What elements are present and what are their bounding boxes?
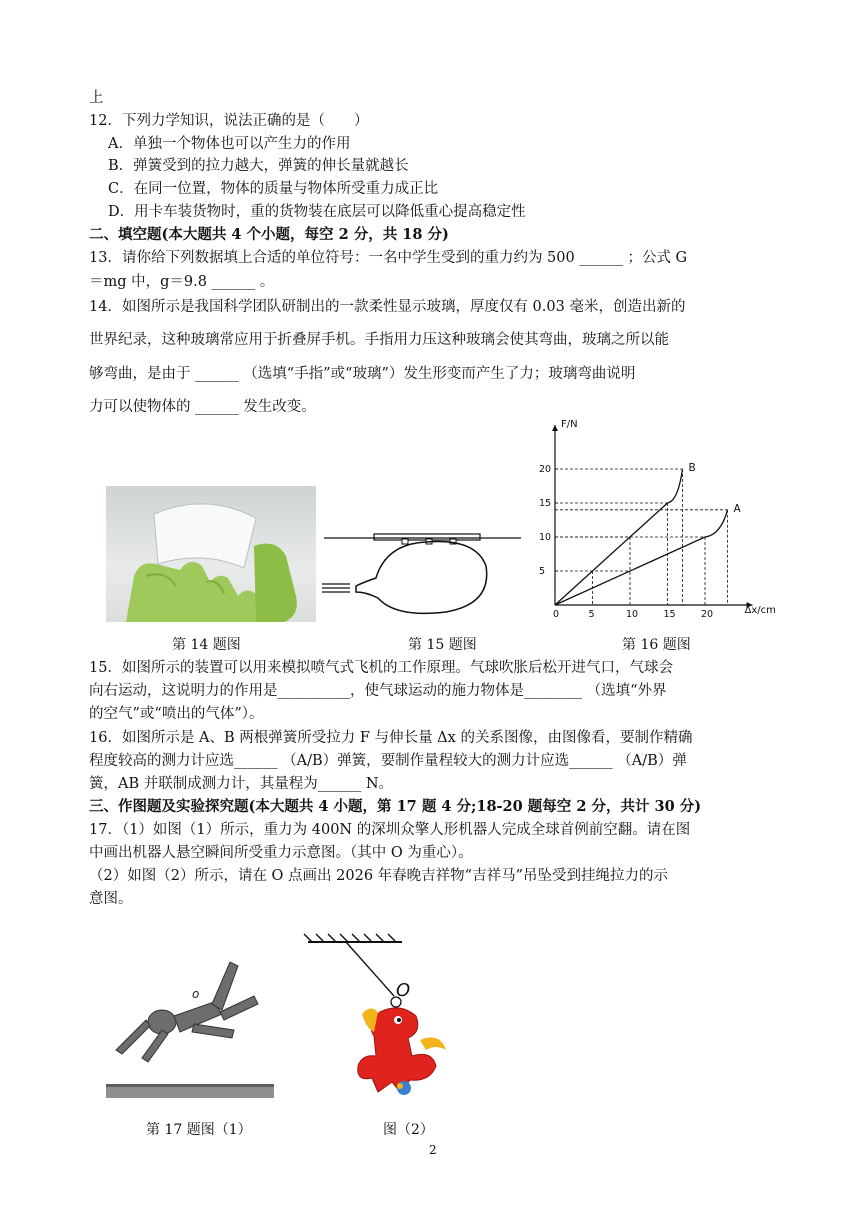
option-b: B．弹簧受到的拉力越大，弹簧的伸长量就越长 <box>108 158 409 174</box>
question-14-cont: 够弯曲，是由于 ______ （选填“手指”或“玻璃”）发生形变而产生了力；玻璃弯曲说明 <box>89 366 636 382</box>
question-12: 12．下列力学知识，说法正确的是（ ） <box>89 113 369 129</box>
question-16-cont: 程度较高的测力计应选______ （A/B）弹簧，要制作量程较大的测力计应选______ （A/B）弹 <box>89 753 687 769</box>
x-axis-label: Δx/cm <box>744 605 776 616</box>
caption-fig15: 第 15 题图 <box>408 637 477 653</box>
question-15-cont: 向右运动，这说明力的作用是__________，使气球运动的施力物体是________ （选填“外界 <box>89 683 667 699</box>
question-14-cont: 世界纪录，这种玻璃常应用于折叠屏手机。手指用力压这种玻璃会使其弯曲，玻璃之所以能 <box>89 332 669 348</box>
question-17-cont: 中画出机器人悬空瞬间所受重力示意图。（其中 O 为重心）。 <box>89 845 473 861</box>
series-line-a <box>555 510 728 605</box>
series-line-b <box>555 469 683 605</box>
option-a: A．单独一个物体也可以产生力的作用 <box>108 136 351 152</box>
robot-flip-figure <box>104 952 276 1100</box>
spring-force-chart <box>528 419 778 626</box>
series-label-b: B <box>688 462 696 474</box>
caption-fig14: 第 14 题图 <box>172 637 241 653</box>
point-o-label: O <box>396 980 411 1001</box>
question-14: 14．如图所示是我国科学团队研制出的一款柔性显示玻璃，厚度仅有 0.03 毫米，创造出新的 <box>89 299 686 315</box>
x-tick-label: 10 <box>626 609 639 620</box>
balloon-jet-diagram <box>316 526 526 626</box>
question-16-cont: 簧，AB 并联制成测力计，其量程为______ N。 <box>89 776 394 792</box>
caption-fig17-2: 图（2） <box>383 1122 434 1138</box>
question-16: 16．如图所示是 A、B 两根弹簧所受拉力 F 与伸长量 Δx 的关系图像，由图像看，要制作精确 <box>89 730 693 746</box>
text-line: 上 <box>89 90 104 106</box>
x-tick-label: 0 <box>553 609 560 620</box>
question-17-part2: （2）如图（2）所示，请在 O 点画出 2026 年春晚吉祥物“吉祥马”吊坠受到挂绳拉力的示 <box>89 868 668 884</box>
chart-guides <box>555 469 728 605</box>
x-tick-label: 20 <box>701 609 714 620</box>
hanging-mascot-figure <box>300 932 450 1102</box>
option-d: D．用卡车装货物时，重的货物装在底层可以降低重心提高稳定性 <box>108 204 526 220</box>
y-tick-label: 15 <box>539 498 552 509</box>
question-17: 17．（1）如图（1）所示，重力为 400N 的深圳众擎人形机器人完成全球首例前空翻。请在图 <box>89 822 691 838</box>
caption-fig17-1: 第 17 题图（1） <box>146 1122 252 1138</box>
center-of-gravity-label: o <box>192 987 200 1001</box>
caption-fig16: 第 16 题图 <box>622 637 691 653</box>
question-17-part2-cont: 意图。 <box>89 891 133 907</box>
question-13: 13．请你给下列数据填上合适的单位符号：一名中学生受到的重力约为 500 ______ ；公式 G <box>89 250 688 266</box>
section-heading: 二、填空题(本大题共 4 个小题，每空 2 分，共 18 分) <box>89 226 449 243</box>
x-tick-label: 15 <box>663 609 676 620</box>
question-14-cont: 力可以使物体的 ______ 发生改变。 <box>89 399 316 415</box>
option-c: C．在同一位置，物体的质量与物体所受重力成正比 <box>108 181 439 197</box>
y-axis-arrow <box>552 425 558 431</box>
y-tick-label: 20 <box>539 464 552 475</box>
horse-mascot-icon <box>358 1008 446 1095</box>
series-label-a: A <box>733 502 741 515</box>
question-15: 15．如图所示的装置可以用来模拟喷气式飞机的工作原理。气球吹胀后松开进气口，气球会 <box>89 660 673 676</box>
y-tick-label: 10 <box>539 532 552 543</box>
y-axis-label: F/N <box>561 419 578 430</box>
section-heading: 三、作图题及实验探究题(本大题共 4 小题，第 17 题 4 分;18-20 题每空 2 分，共计 30 分) <box>89 798 702 815</box>
y-tick-label: 5 <box>539 566 546 577</box>
flexible-glass-photo <box>106 486 316 622</box>
question-15-cont: 的空气”或“喷出的气体”）。 <box>89 706 264 722</box>
x-tick-label: 5 <box>588 609 595 620</box>
page-number: 2 <box>429 1143 437 1157</box>
chart-labels <box>539 419 776 620</box>
question-13-cont: ＝mg 中，g＝9.8 ______ 。 <box>89 274 275 290</box>
